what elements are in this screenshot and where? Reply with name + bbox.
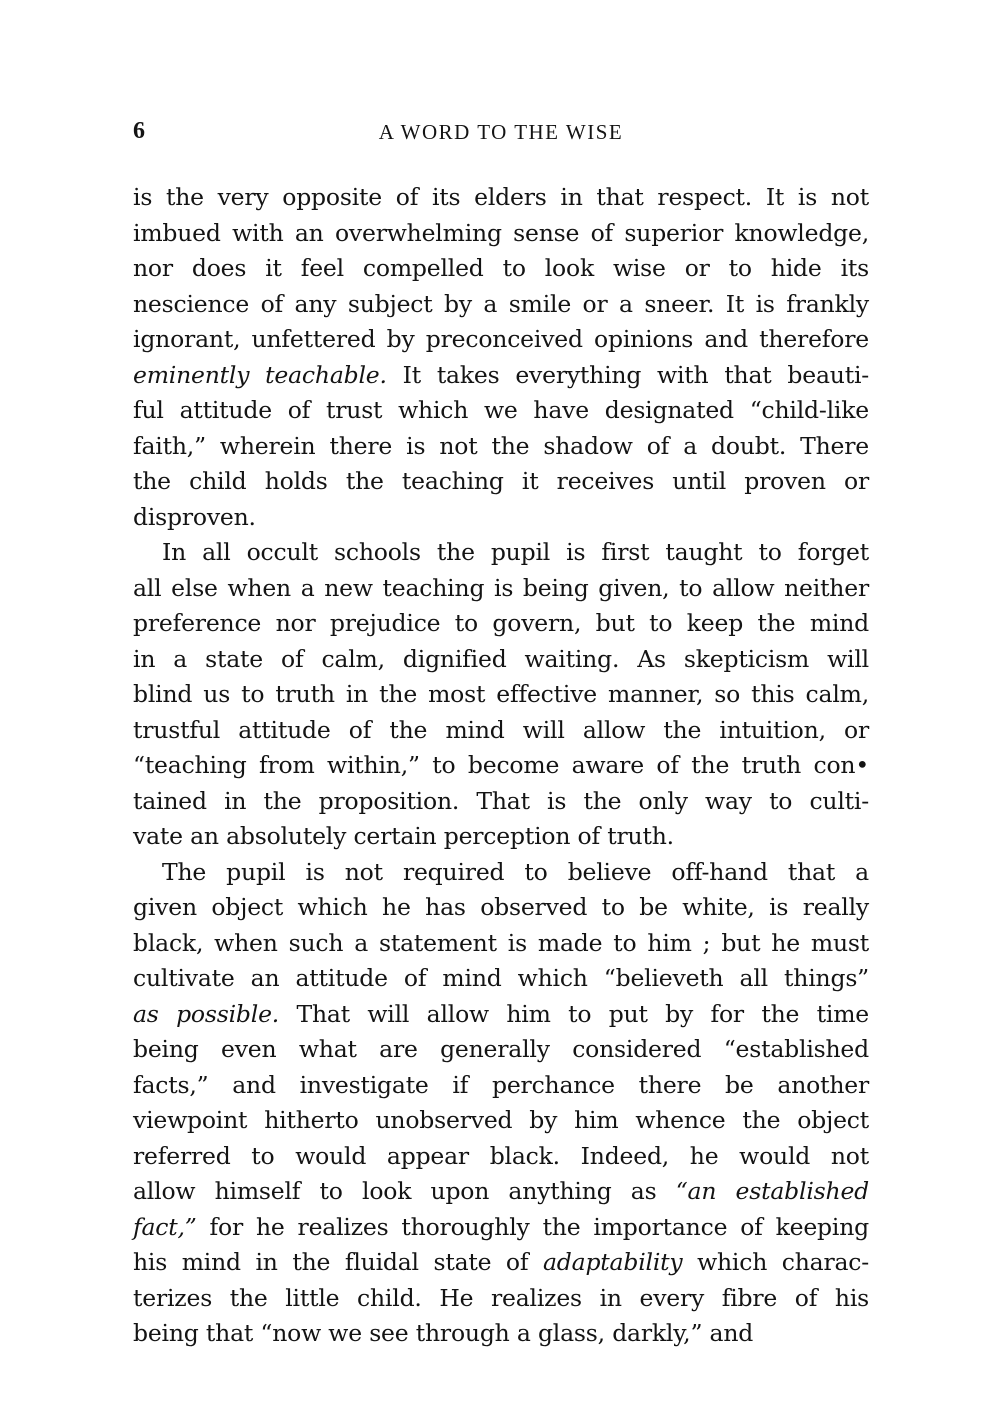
text-line: blind us to truth in the most effective manner, so this calm, [133, 680, 869, 708]
text-line: “teaching from within,” to become aware of the truth con• [133, 751, 869, 779]
text-segment: for he realizes thoroughly the importance of keeping [196, 1212, 869, 1241]
text-line: disproven. [133, 502, 256, 531]
text-line [133, 358, 869, 394]
text-line: is the very opposite of its elders in that respect. It is not [133, 183, 869, 211]
text-segment: allow himself to look upon anything as [133, 1177, 676, 1205]
text-line: ignorant, unfettered by preconceived opinions and therefore [133, 325, 869, 353]
running-head [133, 118, 869, 150]
text-segment: which charac- [682, 1248, 869, 1276]
page-number: 6 [133, 118, 145, 144]
text-line [133, 1174, 869, 1210]
text-line: faith,” wherein there is not the shadow of a doubt. There [133, 431, 869, 460]
text-line: cultivate an attitude of mind which “believeth all things” [133, 964, 869, 992]
italic-phrase: fact,” [133, 1212, 197, 1241]
running-title: A WORD TO THE WISE [378, 120, 624, 144]
text-segment: his mind in the fluidal state of [133, 1248, 543, 1276]
text-line: nescience of any subject by a smile or a sneer. It is frankly [133, 289, 869, 318]
italic-phrase: adaptability [542, 1248, 683, 1276]
text-line [133, 1210, 869, 1246]
text-line: given object which he has observed to be white, is really [133, 893, 869, 921]
text-segment: It takes everything with that beauti- [386, 360, 869, 389]
text-line: all else when a new teaching is being given, to allow neither [133, 573, 869, 602]
text-line: terizes the little child. He realizes in every fibre of his [133, 1283, 869, 1312]
text-line: nor does it feel compelled to look wise or to hide its [133, 254, 869, 282]
italic-phrase: eminently teachable. [133, 360, 387, 389]
text-line: trustful attitude of the mind will allow the intuition, or [133, 715, 869, 744]
text-line: being even what are generally considered “established [133, 1035, 869, 1063]
text-line: preference nor prejudice to govern, but to keep the mind [133, 609, 869, 637]
text-line: referred to would appear black. Indeed, he would not [133, 1141, 869, 1170]
text-line: vate an absolutely certain perception of truth. [133, 822, 674, 850]
text-line: tained in the proposition. That is the only way to culti- [133, 786, 869, 815]
text-line: being that “now we see through a glass, darkly,” and [133, 1319, 754, 1347]
text-line [133, 1245, 869, 1281]
text-line: in a state of calm, dignified waiting. As skepticism will [133, 644, 869, 673]
text-line [133, 997, 869, 1033]
text-segment: That will allow him to put by for the time [279, 999, 870, 1028]
text-line: the child holds the teaching it receives until proven or [133, 467, 869, 495]
text-line: The pupil is not required to believe off-hand that a [162, 857, 869, 886]
italic-phrase: as possible. [133, 999, 280, 1028]
text-line: In all occult schools the pupil is first taught to forget [162, 538, 869, 566]
text-line: viewpoint hitherto unobserved by him whence the object [133, 1106, 869, 1134]
body-text [133, 180, 869, 1352]
text-line: imbued with an overwhelming sense of superior knowledge, [133, 218, 869, 247]
text-line: facts,” and investigate if perchance there be another [133, 1070, 869, 1099]
italic-phrase: “an established [675, 1177, 869, 1205]
text-line: ful attitude of trust which we have designated “child-like [133, 396, 869, 424]
text-line: black, when such a statement is made to him ; but he must [133, 928, 869, 957]
